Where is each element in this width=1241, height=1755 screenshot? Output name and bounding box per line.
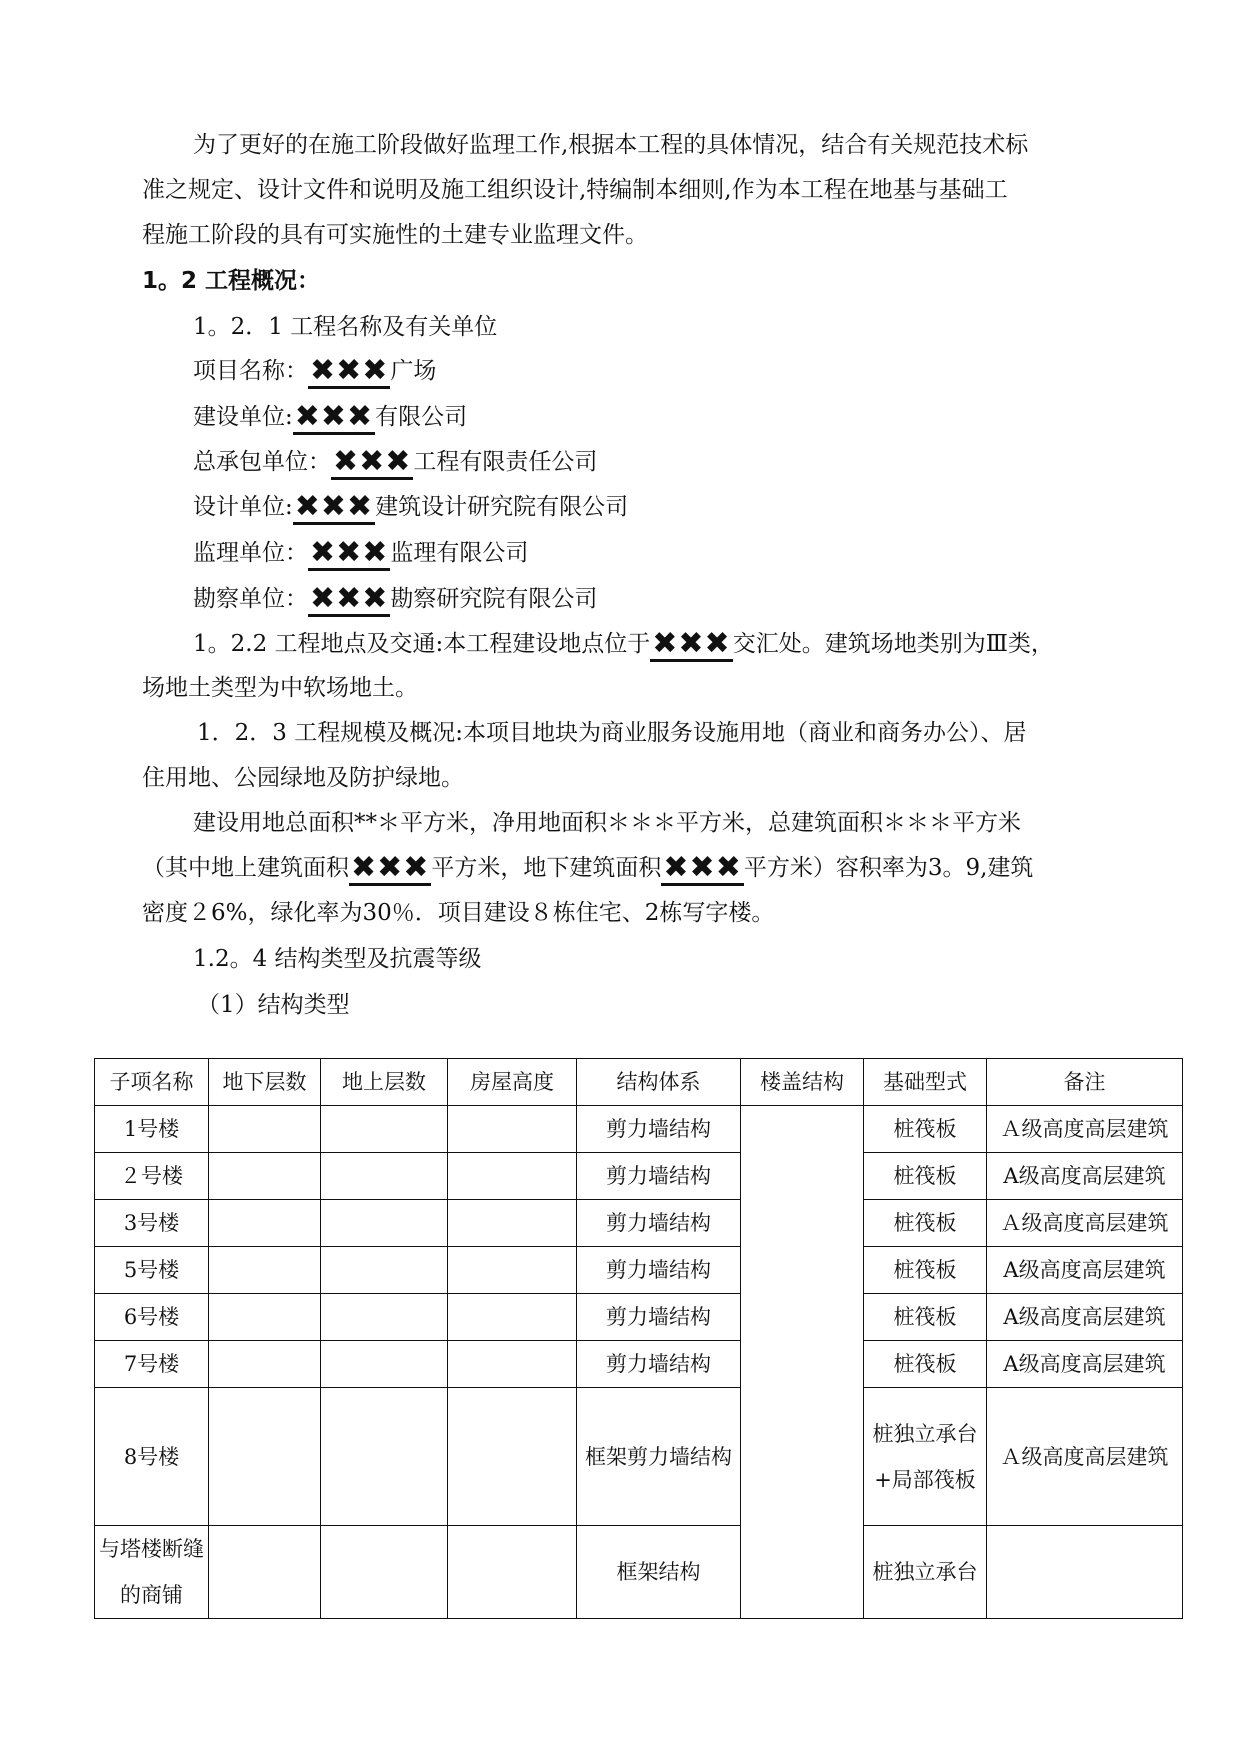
table-row — [95, 1153, 1183, 1200]
empty-cell — [448, 1341, 577, 1388]
empty-cell — [448, 1294, 577, 1341]
structure-system-cell: 剪力墙结构 — [577, 1294, 741, 1341]
supervision-unit-line — [193, 535, 529, 571]
structure-type-label: （1）结构类型 — [197, 992, 350, 1018]
area-text-b: 平方米，地下建筑面积 — [431, 855, 662, 881]
survey-unit-suffix: 勘察研究院有限公司 — [390, 586, 598, 612]
empty-cell — [321, 1247, 448, 1294]
project-name-suffix: 广场 — [390, 358, 437, 384]
intro-line-2: 准之规定、设计文件和说明及施工组织设计,特编制本细则,作为本工程在地基与基础工 — [142, 177, 1008, 203]
empty-cell — [448, 1526, 577, 1619]
note-cell: Ａ级高度高层建筑 — [987, 1388, 1183, 1526]
header-cell: 楼盖结构 — [741, 1059, 864, 1106]
table-header-row — [95, 1059, 1183, 1106]
header-cell: 地下层数 — [209, 1059, 321, 1106]
note-cell: A级高度高层建筑 — [987, 1341, 1183, 1388]
supervision-unit-suffix: 监理有限公司 — [390, 540, 529, 566]
empty-cell — [209, 1526, 321, 1619]
empty-cell — [209, 1294, 321, 1341]
subsection-1-2-1: 1。2．1 工程名称及有关单位 — [193, 314, 498, 340]
design-unit-label: 设计单位: — [193, 494, 293, 520]
header-cell: 备注 — [987, 1059, 1183, 1106]
foundation-text: 桩独立承台+局部筏板 — [872, 1421, 978, 1492]
foundation-cell — [864, 1388, 987, 1526]
subsection-1-2-4: 1.2。4 结构类型及抗震等级 — [193, 946, 482, 972]
empty-cell — [321, 1388, 448, 1526]
contractor-label: 总承包单位： — [193, 449, 331, 475]
redaction-mark: ✖✖✖ — [310, 535, 389, 570]
foundation-cell: 桩筏板 — [864, 1294, 987, 1341]
structure-system-cell: 剪力墙结构 — [577, 1247, 741, 1294]
building-name-cell: ２号楼 — [95, 1153, 209, 1200]
redaction-mark: ✖✖✖ — [351, 850, 430, 885]
empty-cell — [448, 1106, 577, 1153]
construction-unit-line — [193, 399, 468, 435]
structure-table — [94, 1058, 1183, 1619]
redaction-mark: ✖✖✖ — [294, 489, 374, 524]
project-name-line — [193, 353, 437, 389]
empty-cell — [448, 1388, 577, 1526]
header-cell: 房屋高度 — [448, 1059, 577, 1106]
building-name-cell — [95, 1526, 209, 1619]
table-row — [95, 1341, 1183, 1388]
empty-cell — [321, 1106, 448, 1153]
building-name-text: 与塔楼断缝的商铺 — [99, 1537, 204, 1607]
table-row — [95, 1200, 1183, 1247]
area-line-1: 建设用地总面积**＊平方米，净用地面积＊＊＊平方米，总建筑面积＊＊＊平方米 — [193, 810, 1021, 836]
location-line — [193, 626, 1054, 662]
area-line-2 — [142, 850, 1034, 886]
foundation-cell: 桩筏板 — [864, 1200, 987, 1247]
table-row — [95, 1526, 1183, 1619]
empty-cell — [209, 1200, 321, 1247]
redaction-mark: ✖✖✖ — [310, 353, 389, 388]
empty-cell — [321, 1200, 448, 1247]
structure-system-text: 框架剪力墙结构 — [585, 1444, 732, 1469]
building-name-cell: 7号楼 — [95, 1341, 209, 1388]
redaction-mark: ✖✖✖ — [294, 399, 374, 434]
foundation-cell: 桩筏板 — [864, 1153, 987, 1200]
construction-unit-suffix: 有限公司 — [375, 404, 468, 430]
design-unit-line — [193, 489, 629, 525]
location-text-b: 交汇处。建筑场地类别为Ⅲ类， — [732, 631, 1054, 657]
section-heading: 1。2 工程概况： — [142, 268, 321, 294]
construction-unit-label: 建设单位: — [193, 404, 293, 430]
area-line-3: 密度２6%，绿化率为30％．项目建设８栋住宅、2栋写字楼。 — [142, 900, 775, 926]
note-cell: Ａ级高度高层建筑 — [987, 1106, 1183, 1153]
intro-line-1: 为了更好的在施工阶段做好监理工作,根据本工程的具体情况，结合有关规范技术标 — [193, 132, 1029, 158]
building-name-cell: 1号楼 — [95, 1106, 209, 1153]
building-name-cell: 3号楼 — [95, 1200, 209, 1247]
location-line-2: 场地土类型为中软场地土。 — [142, 675, 418, 701]
redaction-mark: ✖✖✖ — [333, 444, 412, 479]
empty-cell — [209, 1153, 321, 1200]
empty-cell — [448, 1153, 577, 1200]
empty-cell — [321, 1341, 448, 1388]
foundation-text: 桩独立承台 — [872, 1560, 978, 1584]
redaction-mark: ✖✖✖ — [652, 626, 731, 661]
empty-cell — [321, 1153, 448, 1200]
header-cell: 基础型式 — [864, 1059, 987, 1106]
empty-cell — [209, 1341, 321, 1388]
note-cell: A级高度高层建筑 — [987, 1153, 1183, 1200]
structure-system-cell: 剪力墙结构 — [577, 1200, 741, 1247]
empty-cell — [448, 1200, 577, 1247]
area-text-a: （其中地上建筑面积 — [142, 855, 349, 881]
project-name-label: 项目名称： — [193, 358, 308, 384]
survey-unit-line — [193, 581, 598, 617]
floor-structure-merged-cell — [741, 1106, 864, 1619]
redaction-mark: ✖✖✖ — [663, 850, 742, 885]
foundation-cell: 桩筏板 — [864, 1341, 987, 1388]
note-cell — [987, 1526, 1183, 1619]
structure-system-cell: 剪力墙结构 — [577, 1153, 741, 1200]
note-cell: A级高度高层建筑 — [987, 1247, 1183, 1294]
scale-line-1: 1．2．3 工程规模及概况:本项目地块为商业服务设施用地（商业和商务办公）、居 — [197, 720, 1027, 746]
table-row — [95, 1294, 1183, 1341]
empty-cell — [321, 1294, 448, 1341]
building-name-cell: 8号楼 — [95, 1388, 209, 1526]
empty-cell — [448, 1247, 577, 1294]
intro-line-3: 程施工阶段的具有可实施性的土建专业监理文件。 — [142, 222, 648, 248]
table-row — [95, 1247, 1183, 1294]
header-cell: 地上层数 — [321, 1059, 448, 1106]
scale-line-2: 住用地、公园绿地及防护绿地。 — [142, 765, 464, 791]
empty-cell — [209, 1106, 321, 1153]
design-unit-suffix: 建筑设计研究院有限公司 — [375, 494, 629, 520]
structure-system-cell: 框架结构 — [577, 1526, 741, 1619]
area-text-c: 平方米）容积率为3。9,建筑 — [743, 855, 1034, 881]
header-cell: 结构体系 — [577, 1059, 741, 1106]
empty-cell — [321, 1526, 448, 1619]
empty-cell — [209, 1388, 321, 1526]
building-name-cell: 6号楼 — [95, 1294, 209, 1341]
table-row — [95, 1106, 1183, 1153]
header-cell: 子项名称 — [95, 1059, 209, 1106]
contractor-line — [193, 444, 598, 480]
location-text-a: 1。2.2 工程地点及交通:本工程建设地点位于 — [193, 631, 651, 657]
table-row — [95, 1388, 1183, 1526]
note-cell: A级高度高层建筑 — [987, 1294, 1183, 1341]
structure-system-cell — [577, 1388, 741, 1526]
note-cell: Ａ级高度高层建筑 — [987, 1200, 1183, 1247]
supervision-unit-label: 监理单位： — [193, 540, 308, 566]
foundation-cell — [864, 1526, 987, 1619]
foundation-cell: 桩筏板 — [864, 1106, 987, 1153]
building-name-cell: 5号楼 — [95, 1247, 209, 1294]
structure-system-cell: 剪力墙结构 — [577, 1106, 741, 1153]
foundation-cell: 桩筏板 — [864, 1247, 987, 1294]
empty-cell — [209, 1247, 321, 1294]
structure-system-cell: 剪力墙结构 — [577, 1341, 741, 1388]
contractor-suffix: 工程有限责任公司 — [413, 449, 598, 475]
survey-unit-label: 勘察单位： — [193, 586, 308, 612]
redaction-mark: ✖✖✖ — [310, 581, 389, 616]
